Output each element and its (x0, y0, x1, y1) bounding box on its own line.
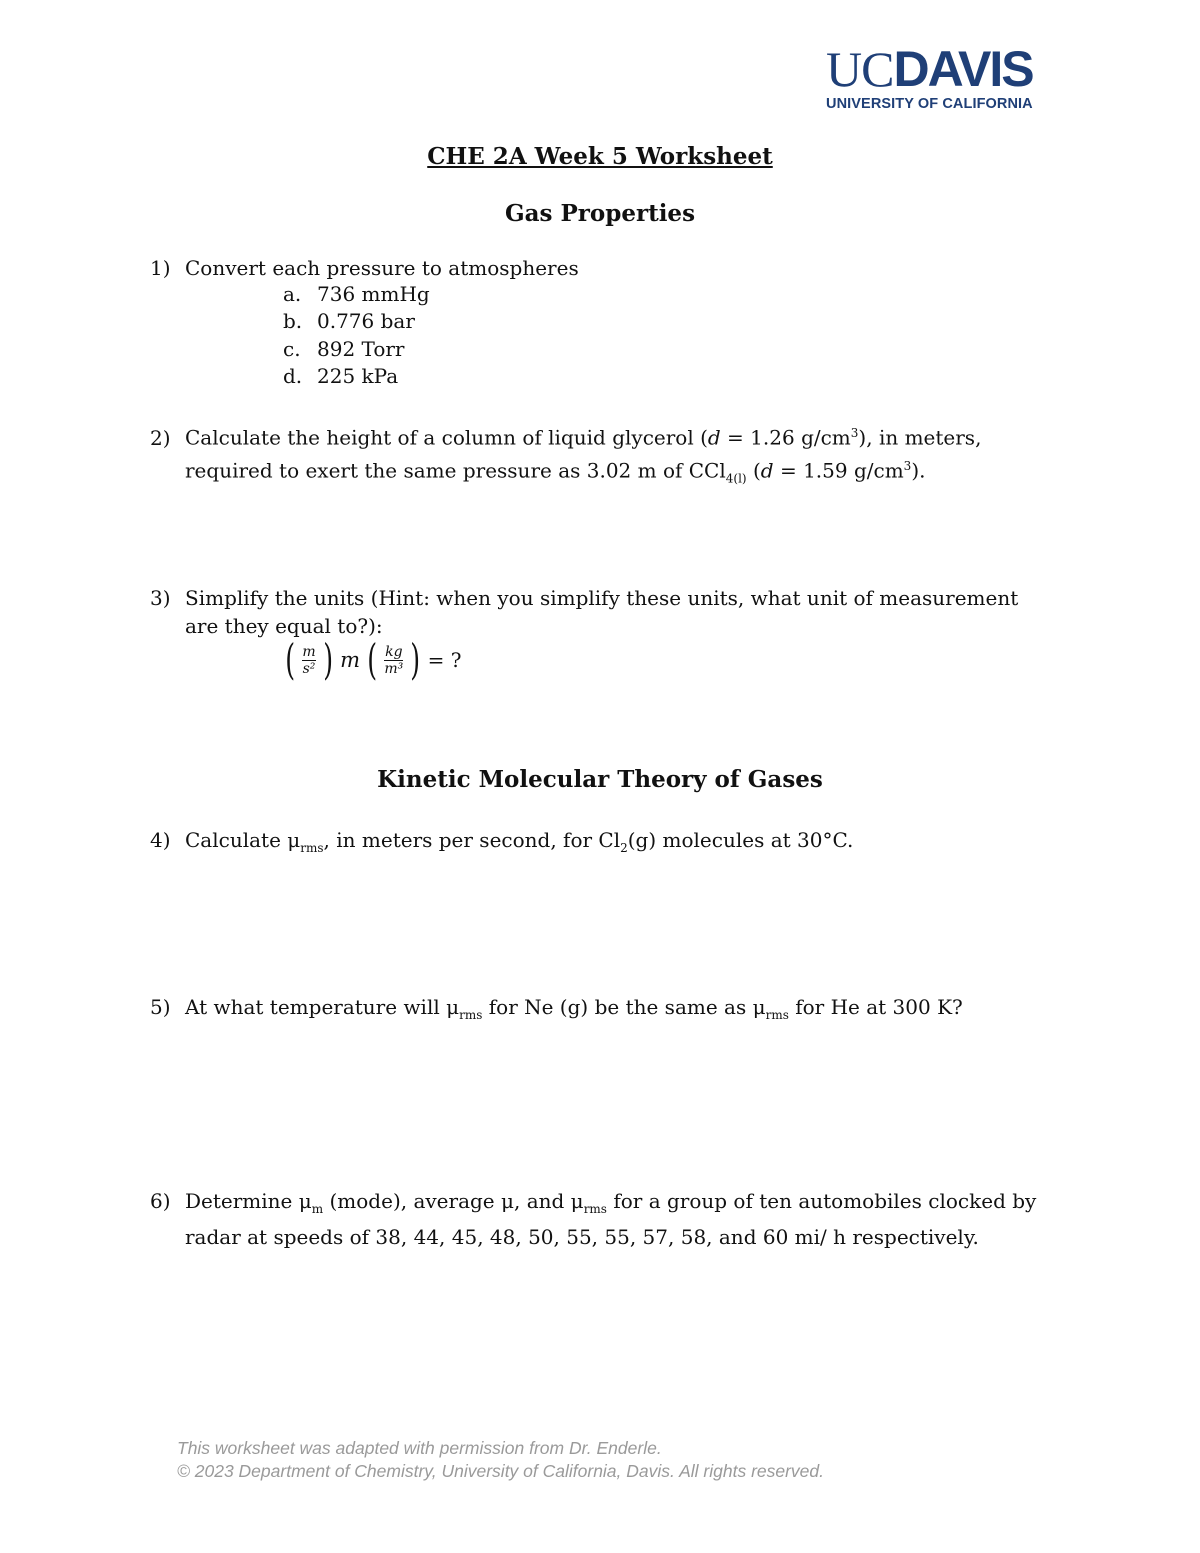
footer-attribution: This worksheet was adapted with permission from Dr. Enderle. (177, 1438, 662, 1458)
question-1-part-b: b. 0.776 bar (283, 309, 415, 333)
question-number: 6) (150, 1189, 171, 1213)
question-1 (150, 254, 579, 282)
question-2: 2) Calculate the height of a column of liquid glycerol (d = 1.26 $g/cm^3$), in meters, required to exert the same pressure as 3.02 m of CCl$_{4(l)}$ (d = 1.59 $g/cm^3$). (150, 425, 982, 486)
question-6: 6) Determine $\mu_m$ (mode), average μ, and $\mu_{rms}$ for a group of ten automobiles clocked by radar at speeds of 38, 44, 45, 48, 50, 55, 55, 57, 58, and 60 mi/ h respectively. (150, 1189, 1037, 1249)
footer (177, 1437, 824, 1483)
question-number: 4) (150, 828, 171, 852)
question-number: 2) (150, 425, 171, 450)
question-1-part-a: a. 736 mmHg (283, 282, 430, 306)
question-text: Convert each pressure to atmospheres (185, 256, 579, 280)
logo-wordmark: UCDAVIS (826, 41, 1033, 97)
question-number: 5) (150, 995, 171, 1019)
question-5: 5) At what temperature will $\mu_{rms}$ for Ne (g) be the same as $\mu_{rms}$ for He at 300 K? (150, 995, 963, 1022)
question-3: 3) Simplify the units (Hint: when you simplify these units, what unit of measurement are they equal to?): (150, 586, 1019, 638)
question-number: 1) (150, 256, 171, 280)
question-1-part-c: c. 892 Torr (283, 337, 405, 361)
page-title: CHE 2A Week 5 Worksheet (427, 143, 773, 170)
footer-copyright: © 2023 Department of Chemistry, University of California, Davis. All rights reserved. (177, 1461, 825, 1481)
question-1-part-d: d. 225 kPa (283, 364, 399, 388)
unit-formula: ( $\frac{m}{\text{s²}}$ ) m ( $\frac{kg}{\text{m³}}$ ) = ? (285, 635, 462, 684)
question-number: 3) (150, 586, 171, 610)
section-heading-gas-properties: Gas Properties (504, 200, 696, 227)
logo-subtitle: UNIVERSITY OF CALIFORNIA (826, 96, 1033, 112)
question-4: 4) Calculate $\mu_{rms}$, in meters per second, for $Cl_2(g)$ molecules at 30°C. (150, 828, 854, 855)
ucdavis-logo (826, 41, 1066, 112)
section-heading-kinetic-theory: Kinetic Molecular Theory of Gases (377, 766, 823, 793)
